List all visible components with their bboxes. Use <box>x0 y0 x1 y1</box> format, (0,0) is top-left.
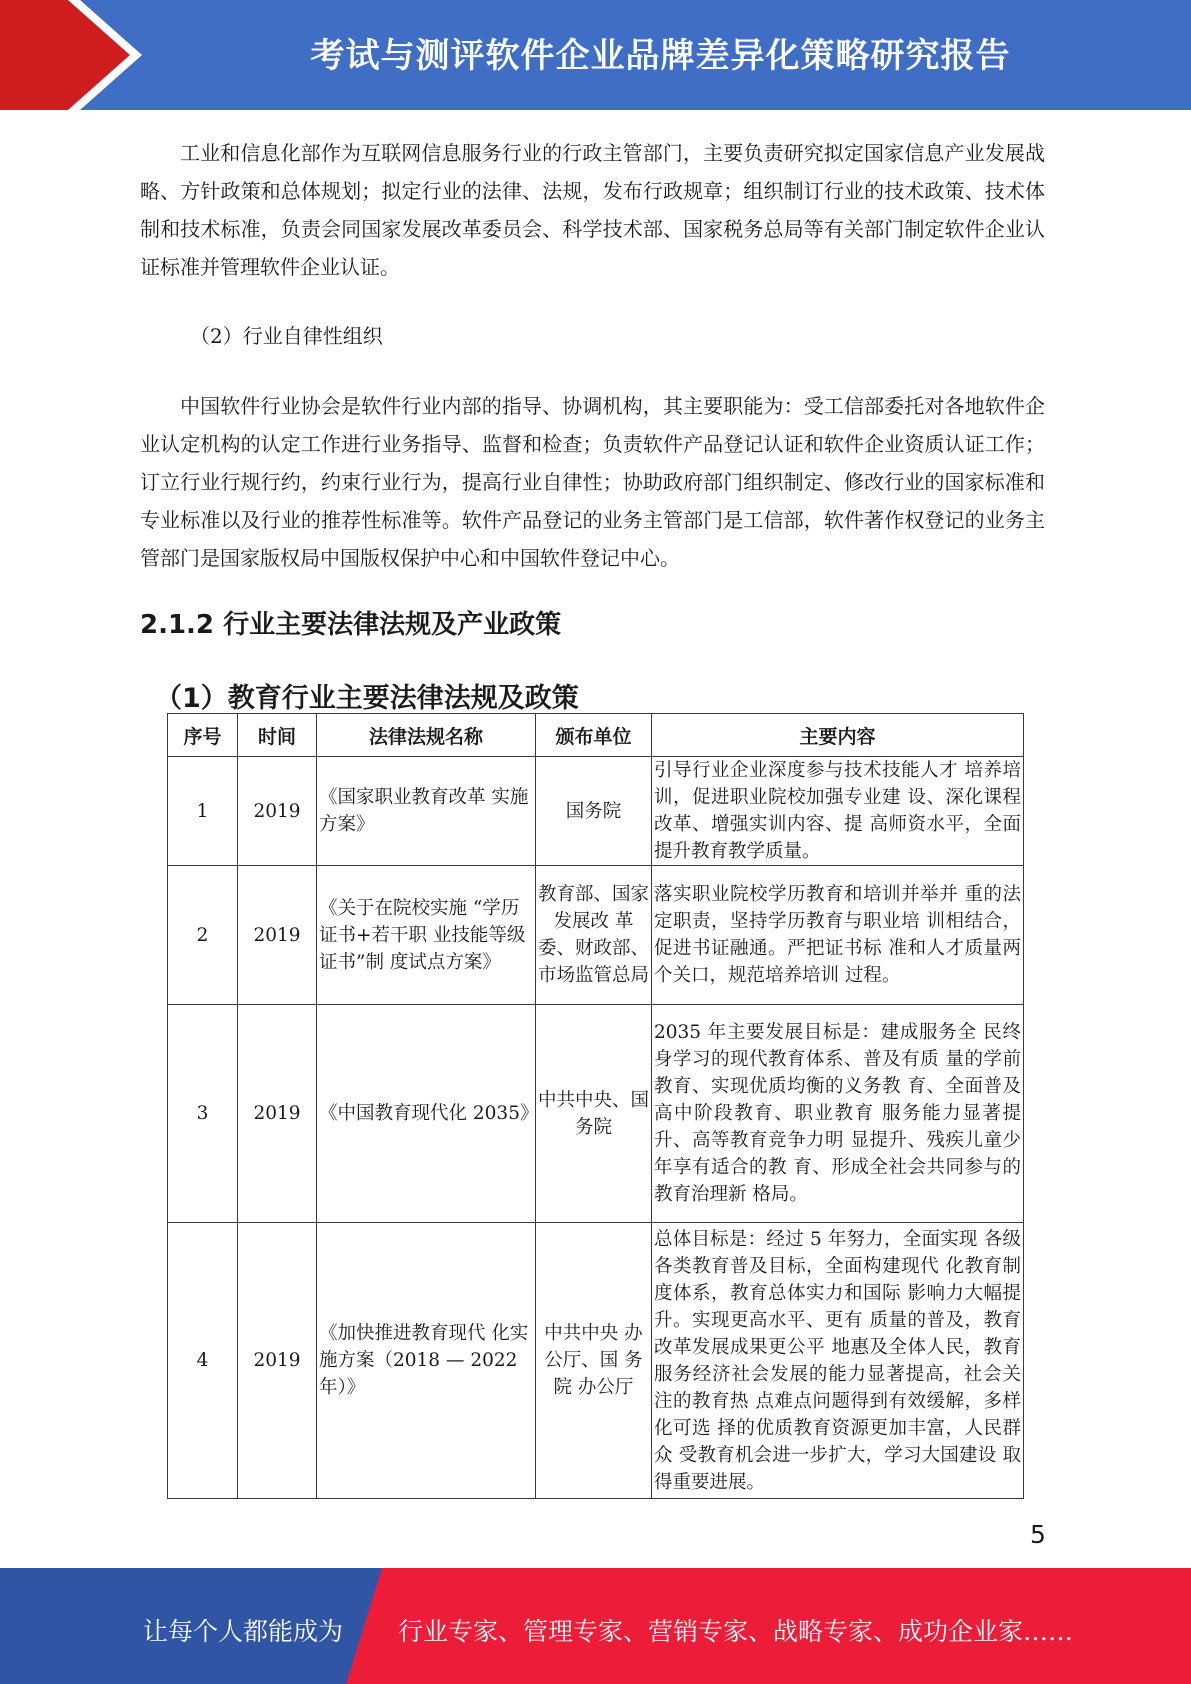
row-year: 2019 <box>238 1005 317 1223</box>
header-content: 主要内容 <box>652 714 1024 757</box>
row-content: 落实职业院校学历教育和培训并举并 重的法定职责，坚持学历教育与职业培 训相结合，促进书证融通。严把证书标 准和人才质量两个关口，规范培养培训 过程。 <box>652 866 1024 1005</box>
row-name: 《加快推进教育现代 化实施方案（2018 — 2022 年）》 <box>317 1223 536 1499</box>
header-band <box>0 0 1191 110</box>
row-issuer: 教育部、国家发展改 革委、财政部、市场监管总局 <box>536 866 652 1005</box>
section-heading: 2.1.2 行业主要法律法规及产业政策 <box>140 610 562 640</box>
table-header-row <box>168 714 1024 757</box>
row-year: 2019 <box>238 866 317 1005</box>
row-name: 《中国教育现代化 2035》 <box>317 1005 536 1223</box>
table-row <box>168 1223 1024 1499</box>
row-no: 1 <box>168 757 238 866</box>
row-content: 总体目标是：经过 5 年努力，全面实现 各级各类教育普及目标，全面构建现代 化教育制度体系，教育总体实力和国际 影响力大幅提升。实现更高水平、更有 质量的普及，教育改革发展成果更公平 地惠及全体人民，教育服务经济社会发展的能力显著提高，社会关注的教育热 点难点问题得到有效缓解，多样化可选 择的优质教育资源更加丰富，人民群众 受教育机会进一步扩大，学习大国建设 取得重要进展。 <box>652 1223 1024 1499</box>
row-year: 2019 <box>238 757 317 866</box>
table-row <box>168 866 1024 1005</box>
row-year: 2019 <box>238 1223 317 1499</box>
row-no: 4 <box>168 1223 238 1499</box>
footer-slogan-left: 让每个人都能成为 <box>143 1617 344 1646</box>
paragraph-miit: 工业和信息化部作为互联网信息服务行业的行政主管部门，主要负责研究拟定国家信息产业发展战略、方针政策和总体规划；拟定行业的法律、法规，发布行政规章；组织制订行业的技术政策、技术体制和技术标准，负责会同国家发展改革委员会、科学技术部、国家税务总局等有关部门制定软件企业认证标准并管理软件企业认证。 <box>140 141 1045 279</box>
page-number: 5 <box>1030 1520 1046 1549</box>
row-no: 3 <box>168 1005 238 1223</box>
row-issuer: 中共中央、国务院 <box>536 1005 652 1223</box>
subheading-self-regulation: （2）行业自律性组织 <box>190 324 383 348</box>
row-name: 《国家职业教育改革 实施方案》 <box>317 757 536 866</box>
row-issuer: 中共中央 办公厅、国 务院 办公厅 <box>536 1223 652 1499</box>
row-issuer: 国务院 <box>536 757 652 866</box>
table-row <box>168 757 1024 866</box>
header-no: 序号 <box>168 714 238 757</box>
report-title: 考试与测评软件企业品牌差异化策略研究报告 <box>310 36 1011 76</box>
policy-table <box>167 713 1024 1499</box>
row-name: 《关于在院校实施 “学历证书+若干职 业技能等级证书”制 度试点方案》 <box>317 866 536 1005</box>
table-heading: （1）教育行业主要法律法规及政策 <box>155 683 579 714</box>
footer-band <box>0 1568 1191 1684</box>
paragraph-csia: 中国软件行业协会是软件行业内部的指导、协调机构，其主要职能为：受工信部委托对各地软件企业认定机构的认定工作进行业务指导、监督和检查；负责软件产品登记认证和软件企业资质认证工作；订立行业行规行约，约束行业行为，提高行业自律性；协助政府部门组织制定、修改行业的国家标准和专业标准以及行业的推荐性标准等。软件产品登记的业务主管部门是工信部，软件著作权登记的业务主管部门是国家版权局中国版权保护中心和中国软件登记中心。 <box>140 394 1045 570</box>
header-year: 时间 <box>238 714 317 757</box>
row-content: 2035 年主要发展目标是：建成服务全 民终身学习的现代教育体系、普及有质 量的学前教育、实现优质均衡的义务教 育、全面普及高中阶段教育、职业教育 服务能力显著提升、高等教育竞争力明 显提升、残疾儿童少年享有适合的教 育、形成全社会共同参与的教育治理新 格局。 <box>652 1005 1024 1223</box>
footer-slogan-right: 行业专家、管理专家、营销专家、战略专家、成功企业家…… <box>398 1617 1074 1646</box>
row-no: 2 <box>168 866 238 1005</box>
table-row <box>168 1005 1024 1223</box>
header-chevron-icon <box>0 0 150 110</box>
header-issuer: 颁布单位 <box>536 714 652 757</box>
header-name: 法律法规名称 <box>317 714 536 757</box>
row-content: 引导行业企业深度参与技术技能人才 培养培训，促进职业院校加强专业建 设、深化课程改革、增强实训内容、提 高师资水平，全面提升教育教学质量。 <box>652 757 1024 866</box>
